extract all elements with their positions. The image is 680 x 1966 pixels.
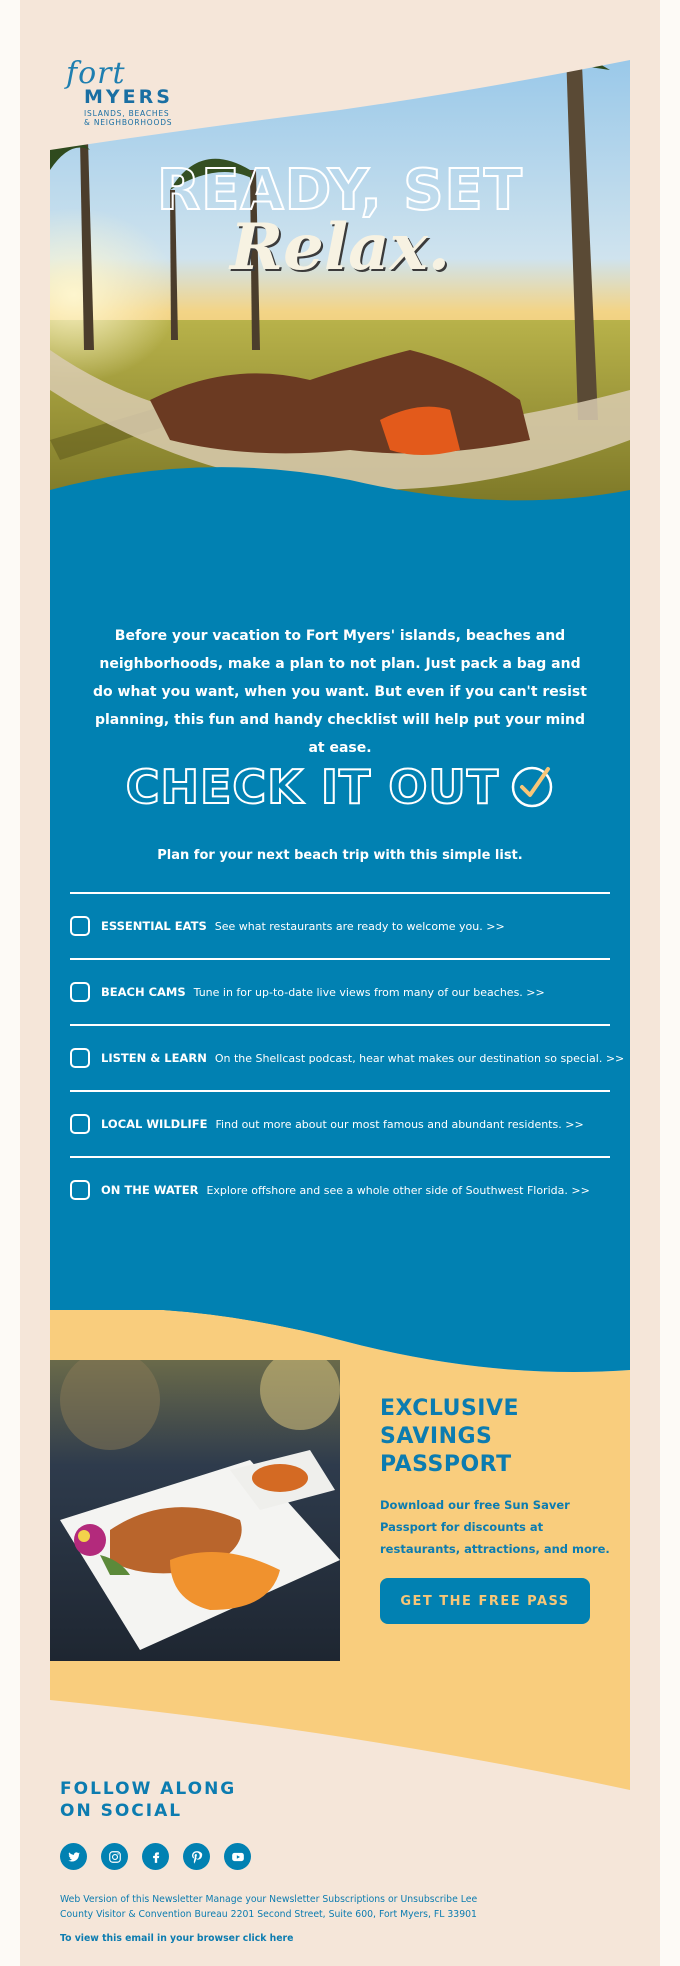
checklist-item-link[interactable]: Find out more about our most famous and abundant residents. >> [215, 1117, 584, 1131]
checklist-item-link[interactable]: On the Shellcast podcast, hear what makes our destination so special. >> [214, 1051, 625, 1065]
logo-tagline [84, 109, 172, 127]
view-in-browser-link[interactable]: To view this email in your browser click here [60, 1933, 294, 1944]
pinterest-icon[interactable] [183, 1843, 210, 1870]
checklist-heading [50, 760, 630, 814]
twitter-icon[interactable] [60, 1843, 87, 1870]
checklist-title: CHECK IT OUT [125, 760, 500, 814]
checklist-item-local-wildlife[interactable] [70, 1090, 610, 1156]
intro-paragraph: Before your vacation to Fort Myers' islands, beaches and neighborhoods, make a plan to not plan. Just pack a bag and do what you want, when you want. But even if you can't resist planning, this fun and handy checklist will help put your mind at ease. [93, 628, 587, 756]
logo-tagline-line1: ISLANDS, BEACHES [84, 109, 170, 118]
checklist-item-title: LISTEN & LEARN [101, 1051, 207, 1065]
checklist-subtitle: Plan for your next beach trip with this simple list. [157, 848, 523, 863]
promo-title-line: SAVINGS [380, 1424, 493, 1449]
logo-tagline-line2: & NEIGHBORHOODS [84, 118, 173, 127]
hero-section [50, 20, 630, 550]
facebook-icon[interactable] [142, 1843, 169, 1870]
organization-address: Lee County Visitor & Convention Bureau 2201 Second Street, Suite 600, Fort Myers, FL 33901 [60, 1894, 478, 1920]
checklist-item-beach-cams[interactable] [70, 958, 610, 1024]
instagram-icon[interactable] [101, 1843, 128, 1870]
manage-subscriptions-link[interactable]: Manage your Newsletter Subscriptions [205, 1894, 386, 1905]
checklist-item-title: LOCAL WILDLIFE [101, 1117, 208, 1131]
checkbox-icon[interactable] [70, 1180, 90, 1200]
checklist-item-title: ESSENTIAL EATS [101, 919, 207, 933]
youtube-icon[interactable] [224, 1843, 251, 1870]
checklist-item-link[interactable]: Tune in for up-to-date live views from many of our beaches. >> [193, 985, 545, 999]
follow-heading-line2: ON SOCIAL [60, 1801, 183, 1821]
fort-myers-logo[interactable] [66, 56, 206, 136]
hero-script-word: Relax. [229, 210, 451, 285]
checkbox-icon[interactable] [70, 982, 90, 1002]
hero-headline: READY, SET [157, 158, 523, 223]
logo-myers-text: MYERS [84, 86, 173, 108]
checklist-section [50, 530, 630, 1330]
checkmark-circle-icon [510, 765, 554, 809]
follow-heading-line1: FOLLOW ALONG [60, 1779, 237, 1799]
footer-legal [60, 1892, 510, 1922]
social-links [60, 1843, 265, 1870]
checklist-item-essential-eats[interactable] [70, 892, 610, 958]
follow-heading [60, 1778, 236, 1822]
checkbox-icon[interactable] [70, 1048, 90, 1068]
promo-description: Download our free Sun Saver Passport for discounts at restaurants, attractions, and more. [380, 1498, 610, 1556]
or-text: or [387, 1894, 398, 1905]
checklist-item-link[interactable]: Explore offshore and see a whole other side of Southwest Florida. >> [206, 1183, 590, 1197]
checkbox-icon[interactable] [70, 916, 90, 936]
checklist-item-link[interactable]: See what restaurants are ready to welcome you. >> [214, 919, 505, 933]
food-plate-photo[interactable] [50, 1360, 340, 1661]
checklist-item-listen-learn[interactable] [70, 1024, 625, 1090]
checklist-item-title: ON THE WATER [101, 1183, 199, 1197]
logo-fort-text: fort [66, 56, 126, 91]
checklist-item-on-the-water[interactable] [70, 1156, 610, 1222]
get-free-pass-button[interactable]: GET THE FREE PASS [380, 1578, 590, 1624]
checklist-item-title: BEACH CAMS [101, 985, 186, 999]
web-version-link[interactable]: Web Version of this Newsletter [60, 1894, 203, 1905]
checklist [70, 892, 625, 1222]
promo-title-line: EXCLUSIVE [380, 1396, 520, 1421]
promo-title [380, 1395, 610, 1479]
unsubscribe-link[interactable]: Unsubscribe [400, 1894, 458, 1905]
checkbox-icon[interactable] [70, 1114, 90, 1134]
promo-title-line: PASSPORT [380, 1452, 512, 1477]
